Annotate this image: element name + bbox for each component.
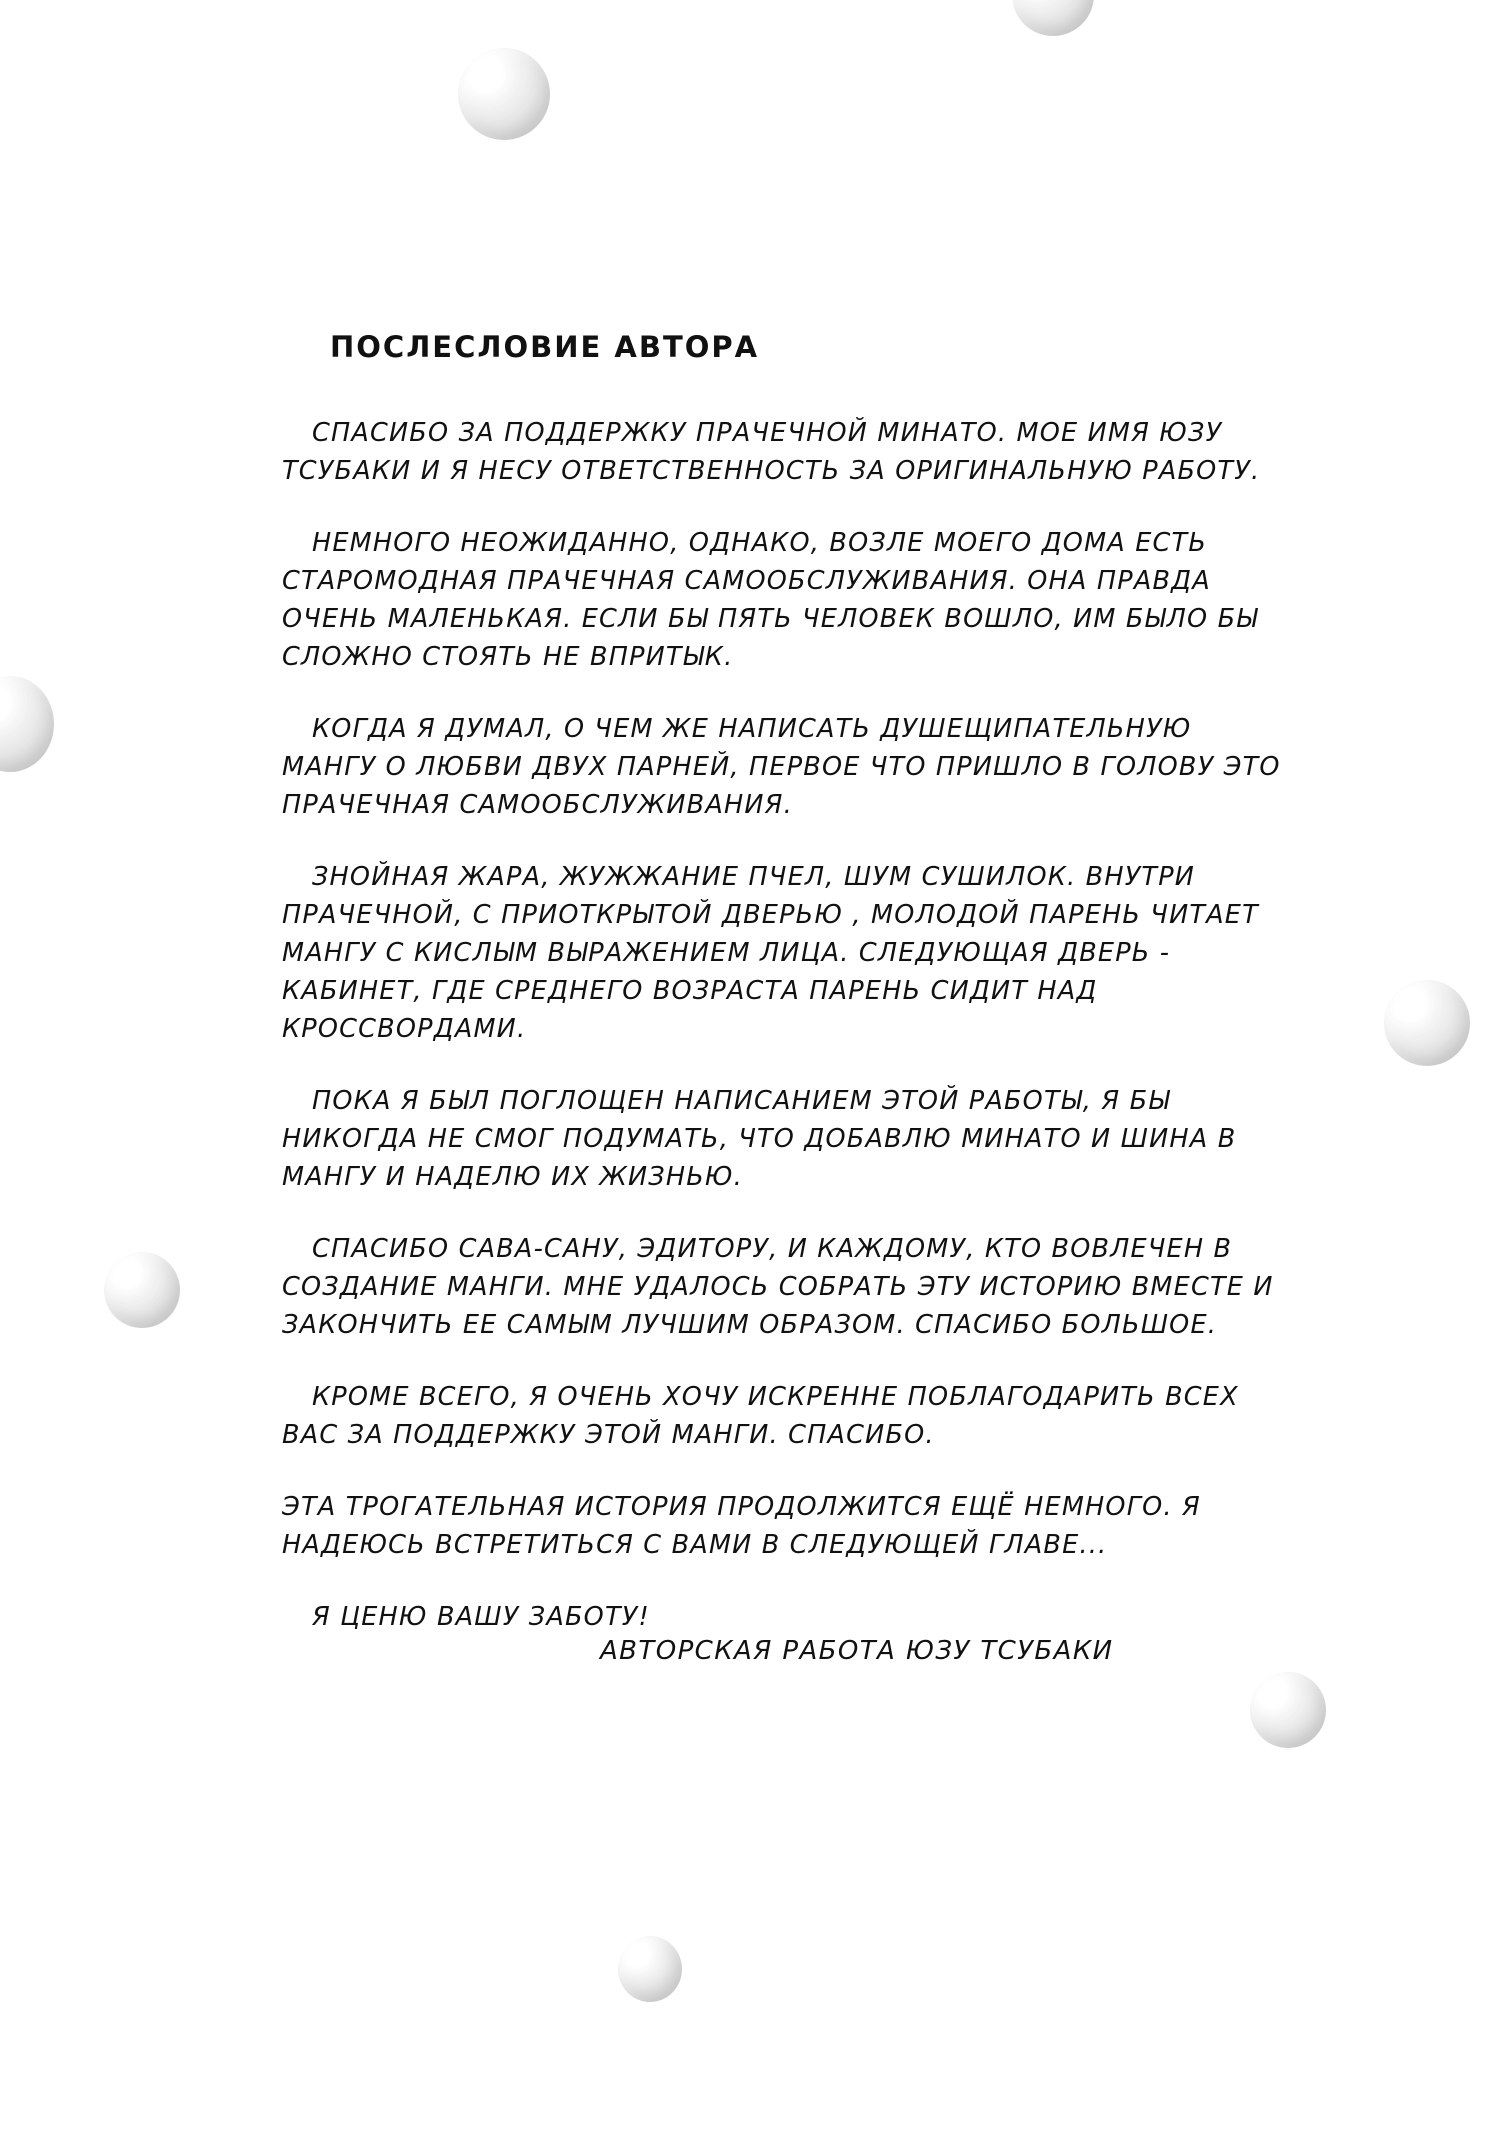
watercolor-bubble-decoration	[1012, 0, 1094, 36]
afterword-text	[282, 414, 1282, 1670]
watercolor-bubble-decoration	[1250, 1672, 1326, 1748]
watercolor-bubble-decoration	[0, 676, 54, 772]
paragraph: НЕМНОГО НЕОЖИДАННО, ОДНАКО, ВОЗЛЕ МОЕГО ДОМА ЕСТЬ СТАРОМОДНАЯ ПРАЧЕЧНАЯ САМООБСЛУЖИВАНИЯ. ОНА ПРАВДА ОЧЕНЬ МАЛЕНЬКАЯ. ЕСЛИ БЫ ПЯТЬ ЧЕЛОВЕК ВОШЛО, ИМ БЫЛО БЫ СЛОЖНО СТОЯТЬ НЕ ВПРИТЫК.	[282, 528, 1259, 672]
paragraph: ПОКА Я БЫЛ ПОГЛОЩЕН НАПИСАНИЕМ ЭТОЙ РАБОТЫ, Я БЫ НИКОГДА НЕ СМОГ ПОДУМАТЬ, ЧТО ДОБАВЛЮ МИНАТО И ШИНА В МАНГУ И НАДЕЛЮ ИХ ЖИЗНЬЮ.	[282, 1086, 1237, 1192]
paragraph: СПАСИБО САВА-САНУ, ЭДИТОРУ, И КАЖДОМУ, КТО ВОВЛЕЧЕН В СОЗДАНИЕ МАНГИ. МНЕ УДАЛОСЬ СОБРАТЬ ЭТУ ИСТОРИЮ ВМЕСТЕ И ЗАКОНЧИТЬ ЕЕ САМЫМ ЛУЧШИМ ОБРАЗОМ. СПАСИБО БОЛЬШОЕ.	[282, 1234, 1274, 1340]
paragraph: ЭТА ТРОГАТЕЛЬНАЯ ИСТОРИЯ ПРОДОЛЖИТСЯ ЕЩЁ НЕМНОГО. Я НАДЕЮСЬ ВСТРЕТИТЬСЯ С ВАМИ В СЛЕДУЮЩЕЙ ГЛАВЕ...	[282, 1492, 1201, 1560]
watercolor-bubble-decoration	[1384, 980, 1470, 1066]
paragraph: Я ЦЕНЮ ВАШУ ЗАБОТУ!	[312, 1602, 650, 1632]
author-signature: АВТОРСКАЯ РАБОТА ЮЗУ ТСУБАКИ	[600, 1636, 1114, 1666]
watercolor-bubble-decoration	[458, 48, 550, 140]
paragraph: КОГДА Я ДУМАЛ, О ЧЕМ ЖЕ НАПИСАТЬ ДУШЕЩИПАТЕЛЬНУЮ МАНГУ О ЛЮБВИ ДВУХ ПАРНЕЙ, ПЕРВОЕ ЧТО ПРИШЛО В ГОЛОВУ ЭТО ПРАЧЕЧНАЯ САМООБСЛУЖИВАНИЯ.	[282, 714, 1281, 820]
paragraph: СПАСИБО ЗА ПОДДЕРЖКУ ПРАЧЕЧНОЙ МИНАТО. МОЕ ИМЯ ЮЗУ ТСУБАКИ И Я НЕСУ ОТВЕТСТВЕННОСТЬ ЗА ОРИГИНАЛЬНУЮ РАБОТУ.	[282, 418, 1261, 486]
watercolor-bubble-decoration	[618, 1936, 682, 2002]
page-title: ПОСЛЕСЛОВИЕ АВТОРА	[330, 330, 760, 364]
paragraph: КРОМЕ ВСЕГО, Я ОЧЕНЬ ХОЧУ ИСКРЕННЕ ПОБЛАГОДАРИТЬ ВСЕХ ВАС ЗА ПОДДЕРЖКУ ЭТОЙ МАНГИ. СПАСИБО.	[282, 1382, 1239, 1450]
watercolor-bubble-decoration	[104, 1252, 180, 1328]
paragraph: ЗНОЙНАЯ ЖАРА, ЖУЖЖАНИЕ ПЧЕЛ, ШУМ СУШИЛОК. ВНУТРИ ПРАЧЕЧНОЙ, С ПРИОТКРЫТОЙ ДВЕРЬЮ , МОЛОДОЙ ПАРЕНЬ ЧИТАЕТ МАНГУ С КИСЛЫМ ВЫРАЖЕНИЕМ ЛИЦА. СЛЕДУЮЩАЯ ДВЕРЬ - КАБИНЕТ, ГДЕ СРЕДНЕГО ВОЗРАСТА ПАРЕНЬ СИДИТ НАД КРОССВОРДАМИ.	[282, 862, 1259, 1044]
